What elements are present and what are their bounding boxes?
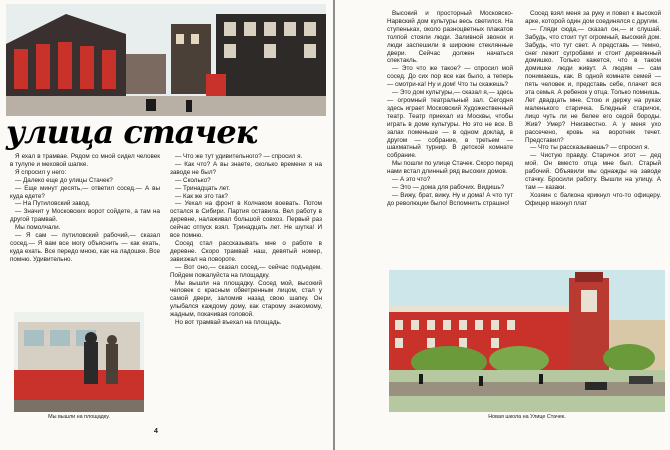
paragraph: Сосед стал рассказывать мне о работе в деревне. Скоро трамвай наш, девятый номер, завизжал на повороте. — [170, 239, 322, 263]
paragraph: — Уехал на фронт в Колчаком воевать. Потом остался в Сибири. Партия оставила. Вел работу в деревне, налаживал большой совхоз. Первый раз сейчас отпуск взял. Тринадцать лет. Не шутка! И все помню. — [170, 200, 322, 240]
paragraph: Я ехал в трамвае. Рядом со мной сидел человек в тулупе и меховой шапке. — [10, 153, 160, 168]
paragraph: — Значит у Московских ворот сойдете, а там на другой трамвай. — [10, 208, 160, 224]
article-title: улица стачек — [6, 113, 257, 151]
left-column-2 — [170, 153, 322, 327]
paragraph: Сосед взял меня за руку и повел к высокой арке, которой один дом соединялся с другим. — [525, 10, 661, 25]
paragraph: — Далеко еще до улицы Стачек? — [15, 176, 113, 184]
paragraph: — Что же тут удивительного? — спросил я. — [175, 153, 303, 160]
tram-caption: Мы вышли на площадку. — [48, 414, 110, 420]
paragraph: — На Путиловский завод. — [15, 200, 91, 208]
paragraph: — Это — дома для рабочих. Видишь? — [392, 183, 505, 191]
page-number: 4 — [154, 428, 158, 435]
paragraph: — Вижу, брат, вижу. Ну и дома! А что тут до революции было! Вспомнить страшно! — [387, 191, 513, 207]
paragraph: Высокий и просторный Московско-Нарвский дом культуры весь светился. На ступеньках, около разноцветных плакатов толпой стояли люди. Заливной звонок и люди заспешили в широкие стеклянные двери. Сейчас должен начаться спектакль. — [387, 10, 513, 65]
paragraph: — Что ты рассказываешь? — спросил я. — [530, 144, 650, 152]
right-page — [335, 0, 670, 450]
right-column-1 — [387, 10, 513, 208]
paragraph: Мы пошли по улице Стачек. Скоро перед нами встал длинный ряд высоких домов. — [387, 160, 513, 176]
paragraph: — Как что? А вы знаете, сколько времени я на заводе не был? — [170, 160, 322, 176]
left-page — [0, 0, 333, 450]
paragraph: — Вот оно,— сказал сосед,— сейчас подъедем. Пойдем пожалуйста на площадку. — [170, 263, 322, 279]
school-caption: Новая школа на Улице Стачек. — [488, 414, 566, 420]
street-illustration — [6, 4, 326, 116]
paragraph: — А это что? — [392, 176, 431, 184]
paragraph: — Как же это так? — [175, 192, 228, 200]
tram-illustration — [14, 312, 144, 412]
paragraph: — Сколько? — [175, 176, 211, 184]
paragraph: — Тринадцать лет. — [175, 184, 230, 192]
paragraph: — Это что же такое? — спросил мой сосед. До сих пор все как было, а теперь — смотри-ка! Ну и дом! Что ты скажешь? — [387, 65, 513, 89]
right-column-2 — [525, 10, 661, 208]
school-illustration — [389, 270, 665, 412]
paragraph: Хозяин с балкона крикнул что-то офицеру. Офицер махнул плат — [525, 191, 661, 207]
paragraph: — Еще минут десять,— ответил сосед.— А вы куда едете? — [10, 184, 160, 200]
paragraph: Мы помолчали. — [15, 224, 61, 232]
paragraph: — Чистую правду. Старичок этот — дед мой. Он вместо отца мне был. Старый рабочий. Объявили мы однажды на заводе стачку. Бросили работу. Вышли на улицу. А там — казаки. — [525, 152, 661, 191]
paragraph: Но вот трамвай въехал на площадь. — [175, 319, 282, 327]
paragraph: Я спросил у него: — [15, 168, 67, 176]
paragraph: — Гляди сюда,— сказал он,— и слушай. Забудь, что стоит тут огромный, высокий дом. Забудь, что тут свет. А представь — темно, снег лежит сугробами и стоит деревянный домишко. Только кажется, что в таком домишке люди живут. А людям — сам понимаешь, как. В одной комнате семей — пять человек и, представь себе, плачет вся эта семья. А ребенок у отца. Только помнишь. Лет двадцать мне. Стою и держу на руках маленького старичка. Бледный старичок, лицо чуть ли не белее его седой бороды. Жив? Умер? Неизвестно. А у меня ухо рассечено, кровь на воротник течет. Представил? — [525, 25, 661, 144]
paragraph: Мы вышли на площадку. Сосед мой, высокий человек с красным обветренным лицом, стал у самой двери, заломив назад свою шапку. Он улыбался каждому дому, как старому знакомому, жадным, покачивая головой. — [170, 279, 322, 319]
paragraph: — Это дом культуры,— сказал я,— здесь — огромный театральный зал. Сегодня здесь играет Московский Художественный театр. Театр приехал из Москвы, чтобы играть в доме культуры. Но это не все. В залах поменьше — в одном доклад, в другом — собрание, в третьем — шахматный турнир. В детской комнате собрание. — [387, 89, 513, 160]
paragraph: — Я сам — путиловский рабочий,— сказал сосед.— Я вам все могу объяснить — как ехать, куда ехать. Все передо мною, как на ладошке. Все помню. Удивительно. — [10, 232, 160, 263]
left-column-1 — [10, 153, 160, 264]
